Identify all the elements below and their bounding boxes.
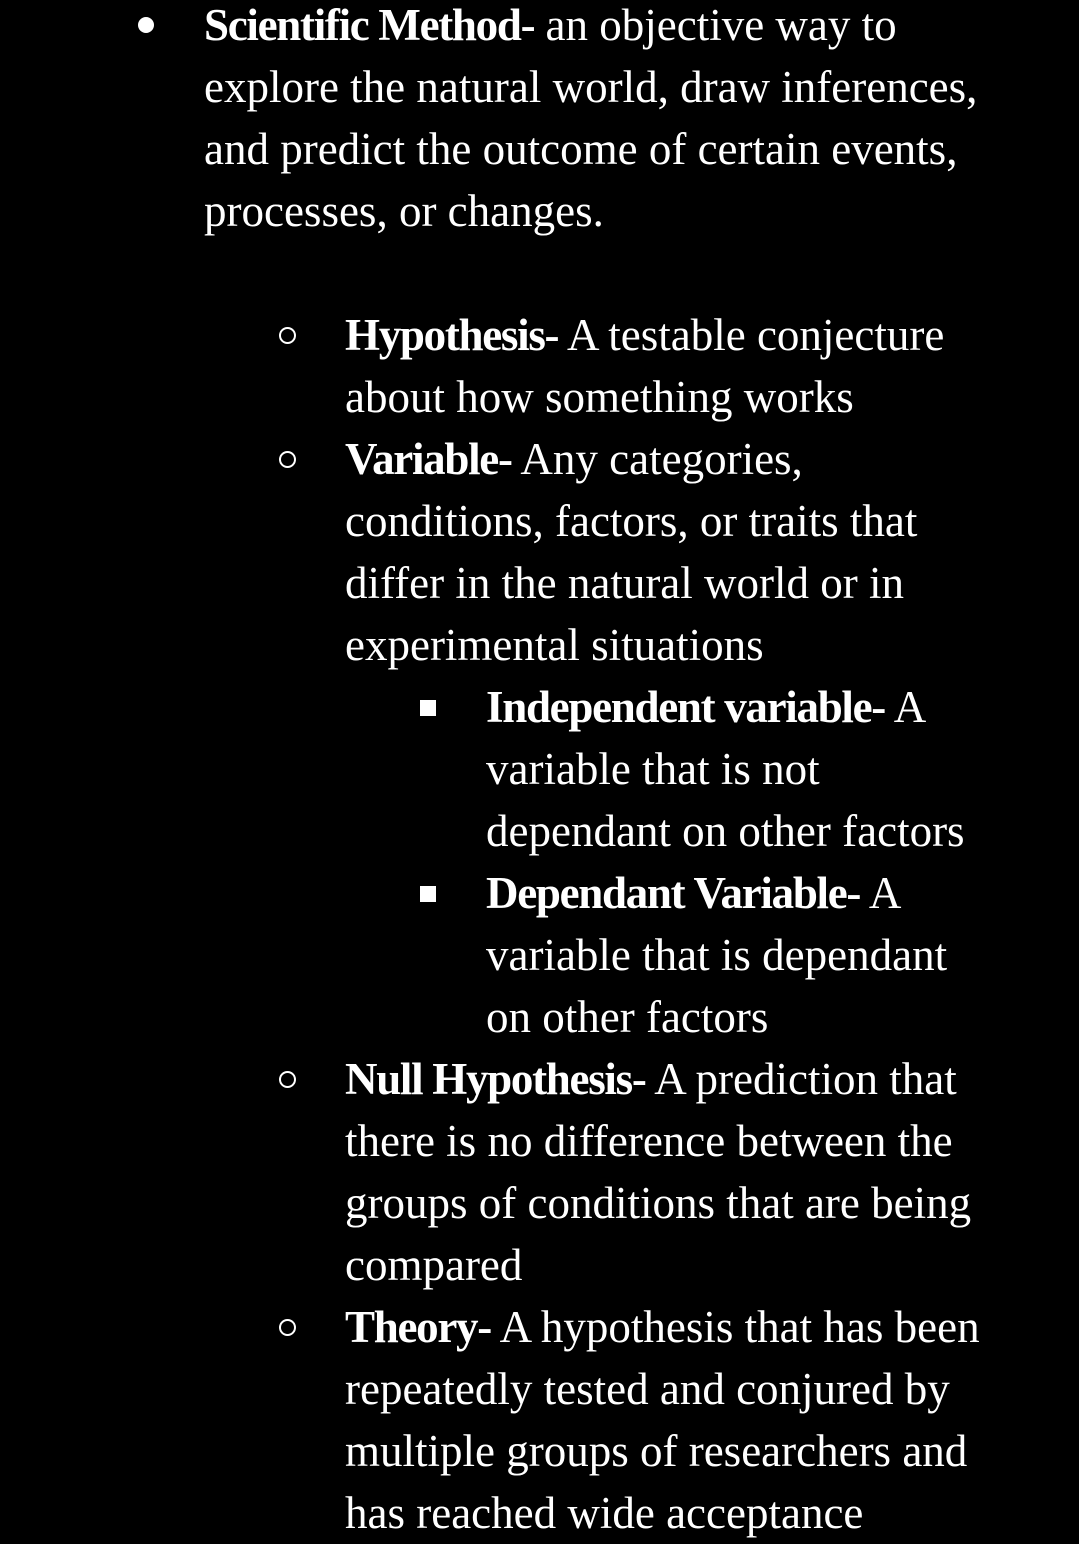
definition-hypothesis: A testable conjecture about how something works xyxy=(345,310,945,422)
term-dependant-variable: Dependant Variable- xyxy=(486,868,861,918)
term-theory: Theory- xyxy=(345,1302,491,1352)
list-item-theory xyxy=(345,1296,1035,1544)
definition-scientific-method: an objective way to explore the natural world, draw inferences, and predict the outcome of certain events, processes, or changes. xyxy=(204,0,978,236)
term-scientific-method: Scientific Method- xyxy=(204,0,535,50)
list-item-hypothesis xyxy=(345,304,1025,428)
term-null-hypothesis: Null Hypothesis- xyxy=(345,1054,646,1104)
list-item-scientific-method xyxy=(204,0,1034,242)
definition-dependant-variable: A variable that is dependant on other factors xyxy=(486,868,948,1042)
circle-bullet-icon xyxy=(279,451,296,468)
square-bullet-icon xyxy=(420,886,436,902)
definition-null-hypothesis: A prediction that there is no difference between the groups of conditions that are being compared xyxy=(345,1054,972,1290)
term-variable: Variable- xyxy=(345,434,512,484)
definition-independent-variable: A variable that is not dependant on other factors xyxy=(486,682,965,856)
disc-bullet-icon xyxy=(138,17,154,33)
list-item-independent-variable xyxy=(486,676,1006,862)
circle-bullet-icon xyxy=(279,1319,296,1336)
definition-variable: Any categories, conditions, factors, or traits that differ in the natural world or in experimental situations xyxy=(345,434,918,670)
definition-theory: A hypothesis that has been repeatedly tested and conjured by multiple groups of researchers and has reached wide acceptance xyxy=(345,1302,980,1538)
term-hypothesis: Hypothesis- xyxy=(345,310,559,360)
list-item-null-hypothesis xyxy=(345,1048,1025,1296)
list-item-variable xyxy=(345,428,985,676)
circle-bullet-icon xyxy=(279,1071,296,1088)
circle-bullet-icon xyxy=(279,327,296,344)
square-bullet-icon xyxy=(420,700,436,716)
list-item-dependant-variable xyxy=(486,862,986,1048)
term-independent-variable: Independent variable- xyxy=(486,682,885,732)
